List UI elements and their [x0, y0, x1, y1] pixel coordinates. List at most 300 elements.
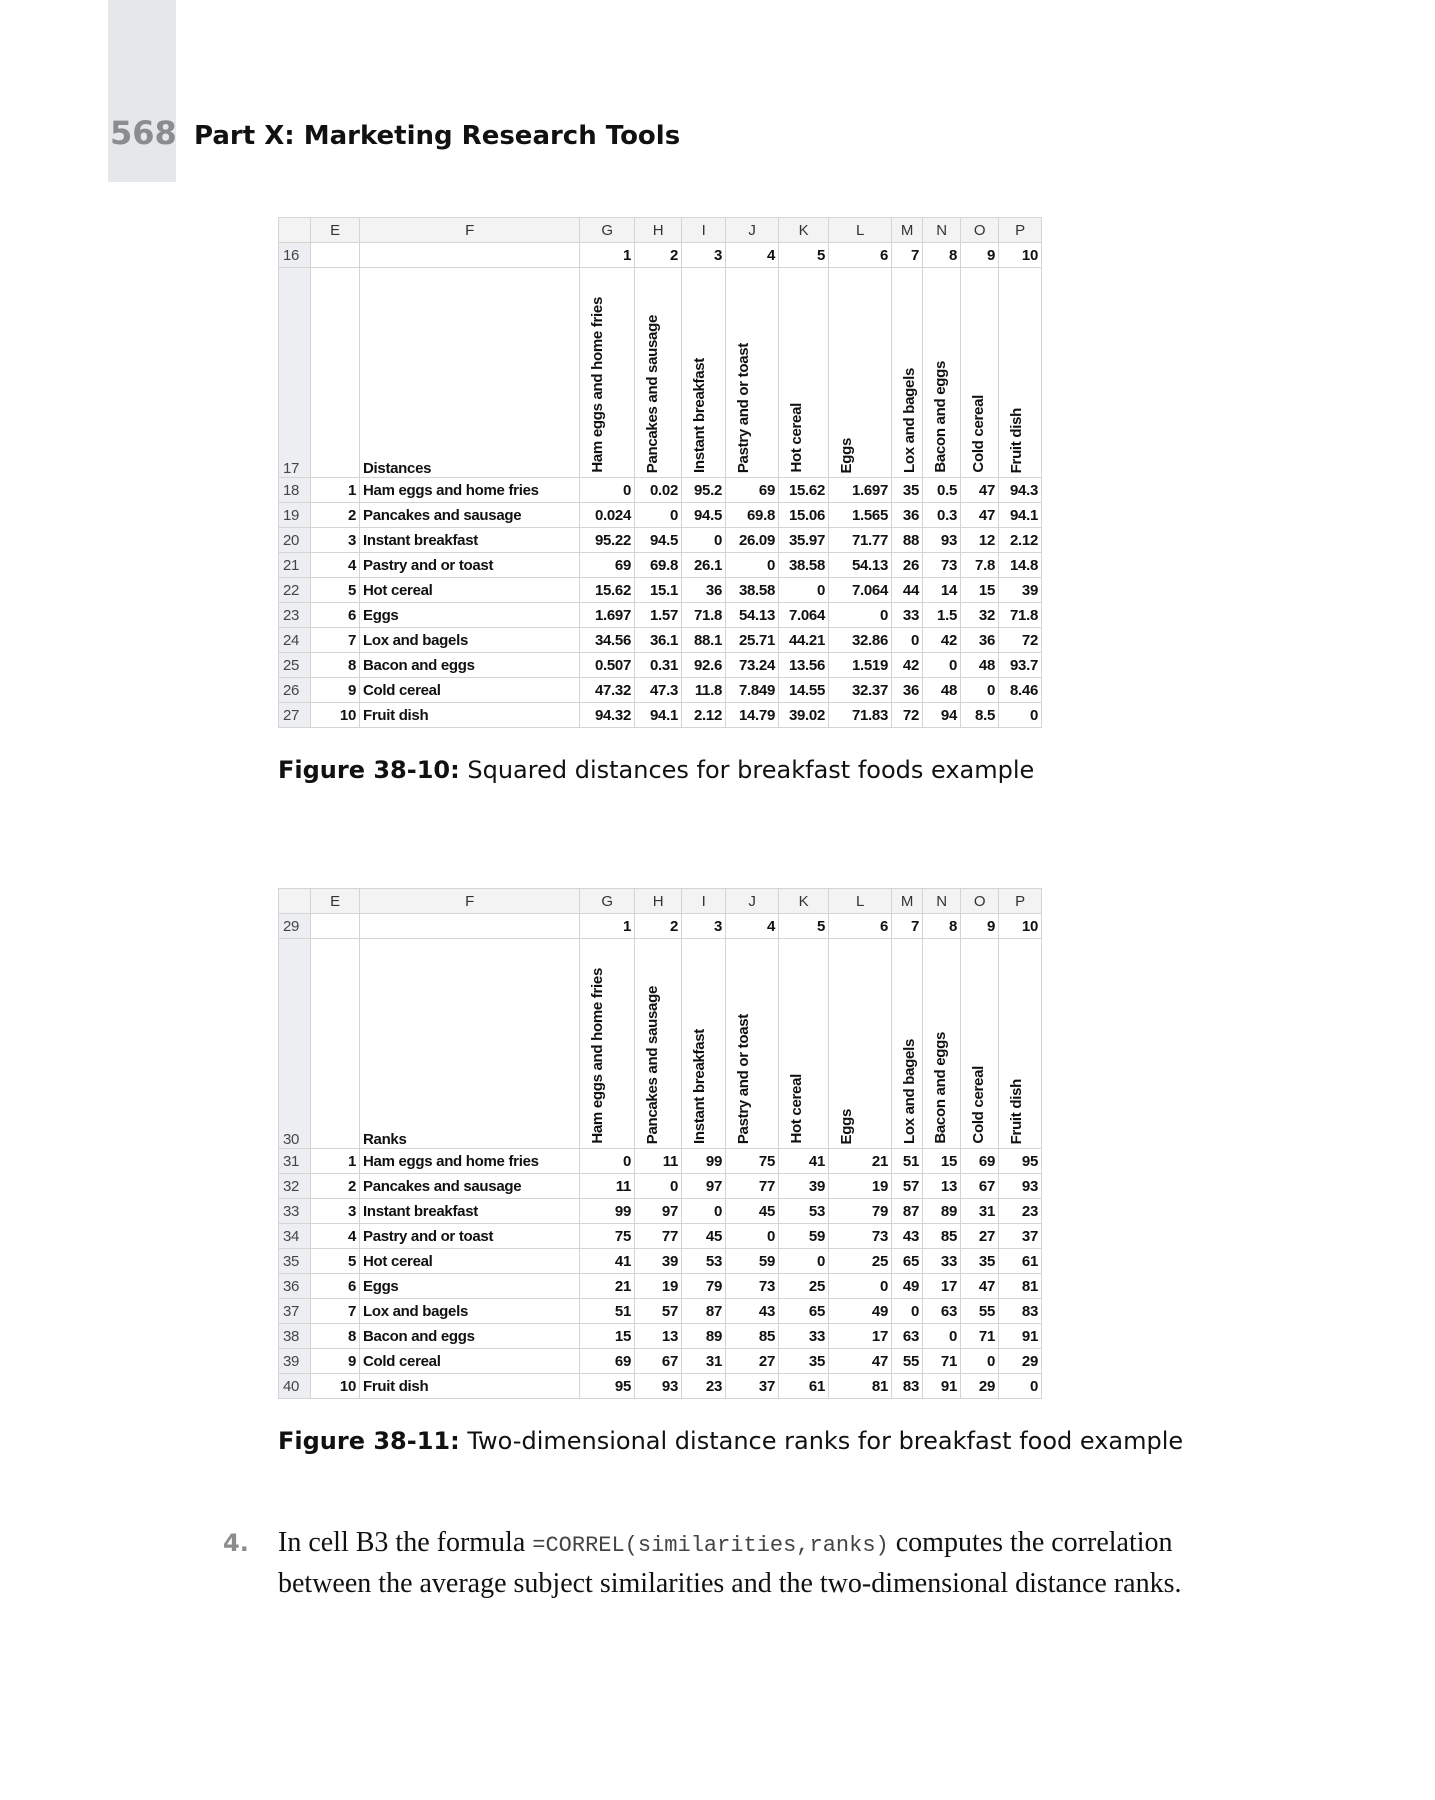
cell: 69 [961, 1149, 999, 1174]
caption-label: Figure 38-10: [278, 756, 460, 784]
cell: 95 [999, 1149, 1042, 1174]
row-index: 4 [311, 553, 360, 578]
column-header[interactable]: N [923, 218, 961, 243]
food-header-cell [999, 268, 1042, 478]
row-label: Bacon and eggs [360, 653, 580, 678]
cell: 36.1 [635, 628, 682, 653]
cell: 14.79 [726, 703, 779, 728]
select-all-corner[interactable] [279, 889, 311, 914]
table-row [279, 268, 1042, 478]
column-header[interactable]: J [726, 218, 779, 243]
cell: 0.31 [635, 653, 682, 678]
cell: 87 [892, 1199, 923, 1224]
cell: 41 [779, 1149, 829, 1174]
row-label: Cold cereal [360, 678, 580, 703]
food-header: Bacon and eggs [932, 361, 949, 473]
cell: 1.57 [635, 603, 682, 628]
cell: 71.83 [829, 703, 892, 728]
cell: 39.02 [779, 703, 829, 728]
cell: 94.3 [999, 478, 1042, 503]
cell: 45 [682, 1224, 726, 1249]
cell: 32.37 [829, 678, 892, 703]
cell: 8.5 [961, 703, 999, 728]
table-row [279, 1199, 1042, 1224]
cell: 94.1 [635, 703, 682, 728]
cell: 77 [726, 1174, 779, 1199]
cell: 69 [580, 553, 635, 578]
food-header: Ham eggs and home fries [589, 297, 606, 473]
cell: 27 [726, 1349, 779, 1374]
cell: 7 [892, 914, 923, 939]
row-header: 20 [279, 528, 311, 553]
cell: 27 [961, 1224, 999, 1249]
column-header[interactable]: E [311, 889, 360, 914]
row-index: 8 [311, 1324, 360, 1349]
row-index: 3 [311, 528, 360, 553]
cell: 7.849 [726, 678, 779, 703]
food-header: Cold cereal [970, 1066, 987, 1144]
cell: 35.97 [779, 528, 829, 553]
cell: 73 [726, 1274, 779, 1299]
page-tab [108, 0, 176, 182]
cell: 75 [726, 1149, 779, 1174]
cell: 91 [999, 1324, 1042, 1349]
column-header[interactable]: F [360, 218, 580, 243]
food-header-cell [923, 939, 961, 1149]
column-header[interactable]: N [923, 889, 961, 914]
cell: 11 [580, 1174, 635, 1199]
food-header-cell [892, 268, 923, 478]
cell: 94.1 [999, 503, 1042, 528]
row-index: 8 [311, 653, 360, 678]
cell: 15.1 [635, 578, 682, 603]
cell [311, 939, 360, 1149]
row-header: 25 [279, 653, 311, 678]
cell: 1 [580, 914, 635, 939]
cell: 93 [635, 1374, 682, 1399]
cell: 1.565 [829, 503, 892, 528]
cell: 35 [892, 478, 923, 503]
cell: 92.6 [682, 653, 726, 678]
row-index: 9 [311, 1349, 360, 1374]
cell: 36 [892, 503, 923, 528]
cell: 45 [726, 1199, 779, 1224]
cell: 2 [635, 914, 682, 939]
cell: 42 [923, 628, 961, 653]
cell: 12 [961, 528, 999, 553]
column-header[interactable]: E [311, 218, 360, 243]
row-index: 10 [311, 1374, 360, 1399]
cell: 81 [999, 1274, 1042, 1299]
cell: 0 [961, 1349, 999, 1374]
cell: 41 [580, 1249, 635, 1274]
caption-label: Figure 38-11: [278, 1427, 460, 1455]
cell: 99 [580, 1199, 635, 1224]
cell: 1 [580, 243, 635, 268]
cell: 0 [892, 1299, 923, 1324]
food-header: Hot cereal [788, 403, 805, 473]
column-header[interactable]: H [635, 889, 682, 914]
cell: 0 [635, 1174, 682, 1199]
cell: 26 [892, 553, 923, 578]
row-index: 1 [311, 478, 360, 503]
cell: 4 [726, 914, 779, 939]
cell: 36 [682, 578, 726, 603]
cell: 0 [682, 1199, 726, 1224]
cell: 94.5 [682, 503, 726, 528]
cell: 1.697 [580, 603, 635, 628]
cell: 2.12 [682, 703, 726, 728]
row-label: Bacon and eggs [360, 1324, 580, 1349]
column-header[interactable]: M [892, 218, 923, 243]
cell: 9 [961, 914, 999, 939]
cell: 65 [892, 1249, 923, 1274]
cell [311, 243, 360, 268]
row-header: 26 [279, 678, 311, 703]
column-header[interactable]: I [682, 218, 726, 243]
column-header[interactable]: M [892, 889, 923, 914]
cell: 39 [999, 578, 1042, 603]
cell: 0 [682, 528, 726, 553]
table-row [279, 678, 1042, 703]
food-header: Hot cereal [788, 1074, 805, 1144]
food-header: Pastry and or toast [735, 342, 752, 473]
cell: 88.1 [682, 628, 726, 653]
cell: 95.22 [580, 528, 635, 553]
column-header[interactable]: L [829, 889, 892, 914]
cell: 23 [999, 1199, 1042, 1224]
row-index: 10 [311, 703, 360, 728]
cell: 43 [726, 1299, 779, 1324]
cell: 23 [682, 1374, 726, 1399]
row-label: Ham eggs and home fries [360, 1149, 580, 1174]
row-label: Hot cereal [360, 1249, 580, 1274]
step-text: computes the correlation between the average subject similarities and the two-dimensional distance ranks. [278, 1527, 1182, 1599]
cell: 8 [923, 914, 961, 939]
row-label: Instant breakfast [360, 1199, 580, 1224]
table-row [279, 1149, 1042, 1174]
row-header: 32 [279, 1174, 311, 1199]
cell: 48 [923, 678, 961, 703]
cell: 61 [999, 1249, 1042, 1274]
food-header: Eggs [838, 437, 855, 473]
food-header: Fruit dish [1008, 1078, 1025, 1144]
cell: 35 [779, 1349, 829, 1374]
cell: 67 [635, 1349, 682, 1374]
cell: 26.09 [726, 528, 779, 553]
cell: 15.62 [580, 578, 635, 603]
cell: 53 [779, 1199, 829, 1224]
column-header[interactable]: L [829, 218, 892, 243]
cell: 71.8 [999, 603, 1042, 628]
cell: 25 [779, 1274, 829, 1299]
column-header[interactable]: H [635, 218, 682, 243]
row-header: 33 [279, 1199, 311, 1224]
cell: 94.5 [635, 528, 682, 553]
cell: 0 [829, 1274, 892, 1299]
food-header-cell [779, 939, 829, 1149]
cell: 26.1 [682, 553, 726, 578]
food-header-cell [580, 268, 635, 478]
row-label: Pancakes and sausage [360, 1174, 580, 1199]
column-header[interactable]: J [726, 889, 779, 914]
cell: 54.13 [829, 553, 892, 578]
formula: =CORREL(similarities,ranks) [532, 1533, 889, 1558]
cell: 19 [829, 1174, 892, 1199]
cell: 35 [961, 1249, 999, 1274]
cell: 0.024 [580, 503, 635, 528]
column-header[interactable]: O [961, 889, 999, 914]
cell: 0 [999, 703, 1042, 728]
row-index: 2 [311, 1174, 360, 1199]
table-label: Distances [360, 268, 580, 478]
cell: 65 [779, 1299, 829, 1324]
cell: 55 [892, 1349, 923, 1374]
column-header[interactable]: I [682, 889, 726, 914]
row-index: 2 [311, 503, 360, 528]
cell: 53 [682, 1249, 726, 1274]
cell: 15 [580, 1324, 635, 1349]
figure-caption-2 [278, 1427, 1183, 1455]
food-header: Pancakes and sausage [644, 314, 661, 473]
table-row [279, 603, 1042, 628]
row-label: Ham eggs and home fries [360, 478, 580, 503]
cell: 7.8 [961, 553, 999, 578]
row-header: 16 [279, 243, 311, 268]
cell: 1.697 [829, 478, 892, 503]
column-header-row [279, 889, 1042, 914]
cell: 17 [829, 1324, 892, 1349]
cell: 1.5 [923, 603, 961, 628]
food-header-cell [682, 939, 726, 1149]
cell: 13.56 [779, 653, 829, 678]
figure-caption-1 [278, 756, 1034, 784]
cell: 7 [892, 243, 923, 268]
cell: 3 [682, 914, 726, 939]
cell: 69.8 [635, 553, 682, 578]
food-header-cell [829, 939, 892, 1149]
row-label: Pancakes and sausage [360, 503, 580, 528]
cell: 5 [779, 243, 829, 268]
cell: 87 [682, 1299, 726, 1324]
cell: 47.3 [635, 678, 682, 703]
cell: 29 [999, 1349, 1042, 1374]
row-label: Pastry and or toast [360, 553, 580, 578]
cell: 10 [999, 914, 1042, 939]
row-header: 29 [279, 914, 311, 939]
cell: 85 [726, 1324, 779, 1349]
cell: 1.519 [829, 653, 892, 678]
ranks-table [278, 888, 1042, 1399]
row-header: 30 [279, 939, 311, 1149]
cell: 75 [580, 1224, 635, 1249]
cell: 49 [829, 1299, 892, 1324]
cell: 15 [961, 578, 999, 603]
cell: 49 [892, 1274, 923, 1299]
food-header: Eggs [838, 1108, 855, 1144]
food-header-cell [779, 268, 829, 478]
row-label: Fruit dish [360, 703, 580, 728]
cell: 83 [999, 1299, 1042, 1324]
cell: 32 [961, 603, 999, 628]
table-row [279, 914, 1042, 939]
cell: 2 [635, 243, 682, 268]
row-index: 7 [311, 1299, 360, 1324]
cell: 33 [892, 603, 923, 628]
cell: 88 [892, 528, 923, 553]
food-header: Pancakes and sausage [644, 985, 661, 1144]
row-label: Fruit dish [360, 1374, 580, 1399]
cell: 79 [829, 1199, 892, 1224]
cell: 94 [923, 703, 961, 728]
cell: 31 [682, 1349, 726, 1374]
column-header[interactable]: G [580, 889, 635, 914]
column-header[interactable]: O [961, 218, 999, 243]
cell: 38.58 [779, 553, 829, 578]
cell: 85 [923, 1224, 961, 1249]
page-number: 568 [110, 114, 177, 152]
cell: 47 [961, 503, 999, 528]
row-header: 24 [279, 628, 311, 653]
cell: 0 [779, 578, 829, 603]
cell: 0 [580, 478, 635, 503]
cell: 47 [961, 478, 999, 503]
table-row [279, 243, 1042, 268]
table-row [279, 1324, 1042, 1349]
cell: 8.46 [999, 678, 1042, 703]
row-label: Instant breakfast [360, 528, 580, 553]
food-header: Lox and bagels [901, 368, 918, 473]
cell: 0.507 [580, 653, 635, 678]
row-header: 27 [279, 703, 311, 728]
cell: 6 [829, 243, 892, 268]
cell: 99 [682, 1149, 726, 1174]
cell: 32.86 [829, 628, 892, 653]
column-header[interactable]: P [999, 218, 1042, 243]
row-header: 17 [279, 268, 311, 478]
table-row [279, 1274, 1042, 1299]
step-paragraph [223, 1524, 1203, 1603]
food-header: Pastry and or toast [735, 1013, 752, 1144]
cell: 25.71 [726, 628, 779, 653]
row-label: Pastry and or toast [360, 1224, 580, 1249]
column-header[interactable]: G [580, 218, 635, 243]
row-index: 7 [311, 628, 360, 653]
cell: 51 [892, 1149, 923, 1174]
row-header: 40 [279, 1374, 311, 1399]
cell: 0 [923, 1324, 961, 1349]
cell: 69.8 [726, 503, 779, 528]
caption-text: Two-dimensional distance ranks for breakfast food example [467, 1427, 1184, 1455]
row-index: 4 [311, 1224, 360, 1249]
cell: 39 [779, 1174, 829, 1199]
row-header: 39 [279, 1349, 311, 1374]
cell: 54.13 [726, 603, 779, 628]
cell: 44 [892, 578, 923, 603]
cell: 67 [961, 1174, 999, 1199]
cell: 14.55 [779, 678, 829, 703]
cell: 79 [682, 1274, 726, 1299]
column-header[interactable]: K [779, 218, 829, 243]
cell: 0.5 [923, 478, 961, 503]
cell: 0 [892, 628, 923, 653]
row-index: 5 [311, 1249, 360, 1274]
row-header: 18 [279, 478, 311, 503]
cell: 0.3 [923, 503, 961, 528]
cell: 72 [892, 703, 923, 728]
cell: 77 [635, 1224, 682, 1249]
cell: 71 [923, 1349, 961, 1374]
column-header[interactable]: K [779, 889, 829, 914]
cell: 37 [726, 1374, 779, 1399]
cell: 7.064 [829, 578, 892, 603]
row-index: 1 [311, 1149, 360, 1174]
cell: 0 [726, 553, 779, 578]
column-header[interactable]: F [360, 889, 580, 914]
cell: 73.24 [726, 653, 779, 678]
row-header: 22 [279, 578, 311, 603]
row-header: 35 [279, 1249, 311, 1274]
row-label: Lox and bagels [360, 628, 580, 653]
cell: 8 [923, 243, 961, 268]
food-header-cell [580, 939, 635, 1149]
cell: 15 [923, 1149, 961, 1174]
row-label: Eggs [360, 603, 580, 628]
cell: 0 [580, 1149, 635, 1174]
cell: 36 [961, 628, 999, 653]
row-index: 5 [311, 578, 360, 603]
cell: 97 [635, 1199, 682, 1224]
food-header: Instant breakfast [691, 358, 708, 473]
cell: 59 [779, 1224, 829, 1249]
row-header: 21 [279, 553, 311, 578]
cell: 69 [580, 1349, 635, 1374]
cell: 11 [635, 1149, 682, 1174]
cell: 89 [923, 1199, 961, 1224]
food-header: Bacon and eggs [932, 1032, 949, 1144]
food-header-cell [682, 268, 726, 478]
cell: 5 [779, 914, 829, 939]
cell: 7.064 [779, 603, 829, 628]
cell [360, 914, 580, 939]
food-header-cell [961, 939, 999, 1149]
cell: 34.56 [580, 628, 635, 653]
cell: 72 [999, 628, 1042, 653]
row-header: 19 [279, 503, 311, 528]
row-label: Eggs [360, 1274, 580, 1299]
cell: 69 [726, 478, 779, 503]
cell: 83 [892, 1374, 923, 1399]
cell: 89 [682, 1324, 726, 1349]
select-all-corner[interactable] [279, 218, 311, 243]
table-row [279, 1224, 1042, 1249]
cell: 61 [779, 1374, 829, 1399]
cell: 57 [892, 1174, 923, 1199]
cell: 0 [999, 1374, 1042, 1399]
row-index: 6 [311, 1274, 360, 1299]
cell: 93 [923, 528, 961, 553]
table-row [279, 553, 1042, 578]
table-row [279, 939, 1042, 1149]
cell: 0 [923, 653, 961, 678]
cell: 93 [999, 1174, 1042, 1199]
food-header-cell [999, 939, 1042, 1149]
cell: 93.7 [999, 653, 1042, 678]
cell: 47 [829, 1349, 892, 1374]
column-header[interactable]: P [999, 889, 1042, 914]
row-header: 31 [279, 1149, 311, 1174]
table-row [279, 1249, 1042, 1274]
